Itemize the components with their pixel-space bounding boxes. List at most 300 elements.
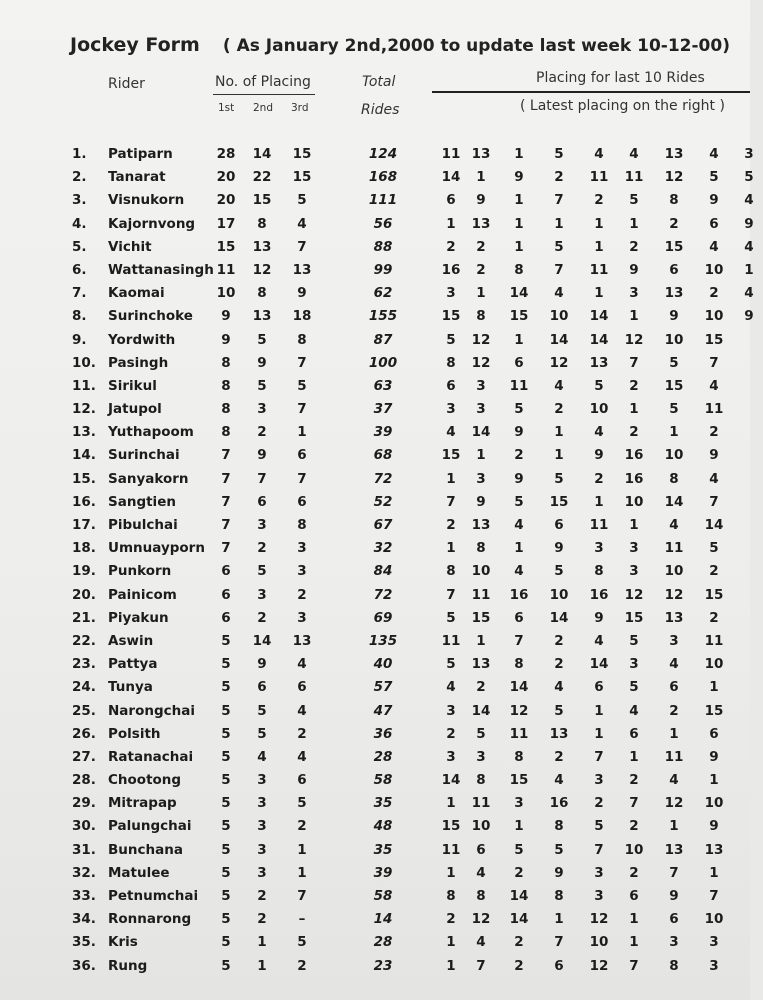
recent-placing: 5 (554, 146, 564, 162)
row-number: 33. (72, 888, 96, 904)
recent-placing: 2 (594, 470, 604, 487)
recent-placing: 5 (446, 331, 456, 348)
third-place-count: 2 (297, 586, 307, 603)
recent-placing: 10 (624, 841, 644, 858)
rider-name: Pibulchai (108, 517, 178, 533)
second-place-count: 3 (257, 772, 267, 789)
second-place-count: 3 (257, 841, 267, 858)
table-row (0, 537, 750, 560)
recent-placing: 10 (471, 563, 491, 580)
rider-name: Tunya (108, 679, 153, 696)
recent-placing: 10 (704, 308, 724, 325)
recent-placing: 1 (629, 934, 639, 951)
third-place-count: 3 (297, 609, 307, 626)
recent-placing: 1 (476, 632, 486, 649)
recent-placing: 13 (549, 725, 569, 742)
row-number: 28. (72, 772, 96, 789)
table-row (0, 444, 750, 467)
first-place-count: 5 (221, 679, 231, 696)
recent-placing: 1 (476, 447, 486, 464)
table-row (0, 468, 750, 491)
recent-placing: 6 (669, 261, 679, 278)
recent-placing: 12 (664, 169, 684, 186)
recent-placing: 8 (554, 818, 564, 835)
recent-placing: 11 (664, 748, 684, 765)
recent-placing: 6 (709, 215, 719, 232)
table-row (0, 630, 750, 653)
third-place-count: 5 (297, 795, 307, 812)
first-place-count: 5 (221, 656, 231, 673)
recent-placing: 3 (709, 934, 719, 951)
placing-header-rule (213, 94, 315, 95)
recent-placing: 11 (509, 377, 529, 394)
recent-placing: 12 (589, 911, 609, 928)
recent-placing: 9 (709, 192, 719, 209)
row-number: 8. (72, 308, 87, 325)
recent-placing: 11 (441, 841, 461, 858)
row-number: 29. (72, 795, 96, 812)
row-number: 5. (72, 238, 87, 255)
second-place-count: 13 (252, 308, 272, 325)
row-number: 18. (72, 540, 96, 557)
first-place-count: 7 (221, 447, 231, 464)
recent-placing: 3 (446, 285, 456, 302)
second-place-count: 14 (252, 632, 272, 649)
recent-placing: 5 (554, 702, 564, 719)
recent-placing: 7 (594, 748, 604, 765)
third-place-count: 6 (297, 772, 307, 789)
recent-placing: 12 (664, 795, 684, 812)
recent-placing: 8 (446, 354, 456, 371)
total-rides: 99 (373, 261, 393, 278)
recent-placing: 14 (589, 331, 609, 348)
recent-placing: 11 (704, 632, 724, 649)
recent-placing: 11 (471, 586, 491, 603)
recent-placing: 2 (629, 818, 639, 835)
recent-placing: 11 (589, 261, 609, 278)
recent-placing: 12 (509, 702, 529, 719)
third-place-count: 5 (297, 934, 307, 951)
recent-placing: 10 (704, 656, 724, 673)
page-subtitle: ( As January 2nd,2000 to update last week 10-12-00) (222, 36, 730, 56)
recent-placing: 14 (589, 308, 609, 325)
first-place-count: 5 (221, 795, 231, 812)
first-place-count: 5 (221, 818, 231, 835)
recent-placing: 3 (594, 864, 604, 881)
total-rides: 39 (373, 864, 393, 881)
recent-placing: 4 (514, 563, 524, 580)
recent-placing: 3 (629, 540, 639, 557)
recent-placing: 4 (709, 377, 719, 394)
recent-placing: 2 (709, 609, 719, 626)
recent-placing: 1 (446, 470, 456, 487)
rider-name: Piyakun (108, 609, 169, 626)
recent-placing: 1 (446, 957, 456, 974)
second-place-count: 3 (257, 401, 267, 418)
total-rides: 100 (368, 354, 398, 371)
recent-placing: 1 (594, 285, 604, 302)
recent-placing: 4 (669, 772, 679, 789)
total-rides: 32 (373, 540, 393, 557)
recent-placing: 10 (704, 795, 724, 812)
third-place-count: 7 (297, 238, 307, 255)
recent-placing: 1 (476, 285, 486, 302)
page-title: Jockey Form (70, 34, 200, 56)
rider-name: Painicom (108, 586, 177, 603)
recent-placing: 12 (589, 957, 609, 974)
third-place-count: 18 (292, 308, 312, 325)
row-number: 13. (72, 424, 96, 441)
recent-placing: 7 (709, 888, 719, 904)
recent-placing: 8 (669, 192, 679, 209)
recent-placing: 13 (664, 841, 684, 858)
recent-placing: 6 (629, 888, 639, 904)
first-place-count: 8 (221, 354, 231, 371)
recent-placing: 8 (514, 261, 524, 278)
total-rides: 68 (373, 447, 393, 464)
recent-placing: 7 (629, 957, 639, 974)
rider-name: Sanyakorn (108, 470, 189, 487)
row-number: 19. (72, 563, 96, 580)
total-rides: 69 (373, 609, 393, 626)
total-rides: 124 (368, 146, 398, 162)
table-row (0, 375, 750, 398)
recent-placing: 4 (744, 238, 754, 255)
recent-placing: 15 (704, 586, 724, 603)
row-number: 11. (72, 377, 96, 394)
recent-placing: 4 (446, 679, 456, 696)
table-row (0, 305, 754, 328)
third-place-count: 15 (292, 146, 312, 162)
rider-name: Kajornvong (108, 215, 196, 232)
first-place-count: 7 (221, 493, 231, 510)
recent-placing: 14 (509, 888, 529, 904)
recent-placing: 6 (629, 725, 639, 742)
table-row (0, 189, 754, 212)
recent-placing: 4 (476, 934, 486, 951)
recent-placing: 4 (709, 470, 719, 487)
recent-placing: 2 (594, 192, 604, 209)
third-place-count: 6 (297, 679, 307, 696)
recent-placing: 8 (669, 957, 679, 974)
rider-name: Pattya (108, 656, 158, 673)
recent-placing: 16 (624, 447, 644, 464)
recent-placing: 2 (669, 215, 679, 232)
rider-name: Visnukorn (108, 192, 185, 209)
recent-placing: 5 (514, 401, 524, 418)
third-place-count: – (298, 911, 306, 928)
recent-placing: 2 (709, 563, 719, 580)
table-row (0, 931, 750, 954)
recent-placing: 3 (476, 377, 486, 394)
total-rides: 62 (373, 285, 393, 302)
recent-placing: 7 (446, 586, 456, 603)
recent-placing: 4 (594, 146, 604, 162)
recent-placing: 4 (476, 864, 486, 881)
recent-placing: 2 (446, 911, 456, 928)
recent-placing: 3 (594, 888, 604, 904)
second-place-count: 1 (257, 934, 267, 951)
recent-placing: 7 (554, 934, 564, 951)
recent-placing: 1 (629, 748, 639, 765)
row-number: 14. (72, 447, 96, 464)
recent-placing: 4 (669, 517, 679, 533)
recent-placing: 2 (629, 864, 639, 881)
recent-placing: 1 (554, 215, 564, 232)
recent-placing: 6 (446, 192, 456, 209)
recent-placing: 8 (476, 540, 486, 557)
recent-placing: 15 (509, 308, 529, 325)
recent-placing: 2 (554, 656, 564, 673)
first-place-count: 15 (216, 238, 236, 255)
recent-placing: 15 (441, 308, 461, 325)
recent-placing: 6 (669, 911, 679, 928)
recent-placing: 7 (554, 261, 564, 278)
recent-placing: 13 (664, 285, 684, 302)
third-place-count: 6 (297, 493, 307, 510)
recent-placing: 9 (514, 424, 524, 441)
table-row (0, 352, 750, 375)
rider-name: Yordwith (108, 331, 176, 348)
row-number: 4. (72, 215, 87, 232)
recent-placing: 1 (594, 725, 604, 742)
third-place-count: 3 (297, 563, 307, 580)
recent-placing: 15 (624, 609, 644, 626)
recent-placing: 2 (514, 447, 524, 464)
recent-placing: 1 (669, 725, 679, 742)
recent-placing: 13 (704, 841, 724, 858)
recent-placing: 5 (709, 169, 719, 186)
recent-placing: 11 (624, 169, 644, 186)
recent-placing: 5 (514, 841, 524, 858)
recent-placing: 12 (549, 354, 569, 371)
recent-placing: 15 (704, 702, 724, 719)
first-place-count: 5 (221, 632, 231, 649)
row-number: 24. (72, 679, 96, 696)
third-place-count: 1 (297, 864, 307, 881)
recent-placing: 1 (594, 238, 604, 255)
row-number: 9. (72, 331, 87, 348)
recent-placing: 6 (594, 679, 604, 696)
rider-name: Sirikul (108, 377, 157, 394)
recent-placing: 9 (669, 308, 679, 325)
recent-placing: 5 (554, 563, 564, 580)
recent-placing: 9 (476, 493, 486, 510)
rider-name: Punkorn (108, 563, 172, 580)
recent-placing: 7 (594, 841, 604, 858)
recent-placing: 1 (554, 424, 564, 441)
rider-name: Ronnarong (108, 911, 192, 928)
row-number: 2. (72, 169, 87, 186)
second-place-count: 15 (252, 192, 272, 209)
first-place-count: 5 (221, 911, 231, 928)
recent-placing: 1 (709, 679, 719, 696)
recent-placing: 1 (514, 146, 524, 162)
recent-placing: 12 (664, 586, 684, 603)
recent-placing: 15 (704, 331, 724, 348)
recent-placing: 6 (709, 725, 719, 742)
recent-placing: 15 (509, 772, 529, 789)
recent-placing: 2 (629, 238, 639, 255)
recent-placing: 10 (664, 563, 684, 580)
rider-name: Matulee (108, 864, 170, 881)
total-rides: 87 (373, 331, 393, 348)
recent-placing: 3 (629, 563, 639, 580)
recent-placing: 4 (709, 238, 719, 255)
recent-placing: 5 (594, 377, 604, 394)
recent-placing: 2 (554, 169, 564, 186)
recent-placing: 5 (669, 354, 679, 371)
table-row (0, 908, 750, 931)
second-place-count: 13 (252, 238, 272, 255)
recent-placing: 1 (514, 331, 524, 348)
recent-placing: 6 (514, 354, 524, 371)
recent-placing: 1 (669, 818, 679, 835)
recent-placing: 13 (589, 354, 609, 371)
recent-placing: 11 (704, 401, 724, 418)
total-rides: 47 (373, 702, 393, 719)
recent-placing: 10 (664, 331, 684, 348)
table-row (0, 885, 750, 908)
recent-placing: 2 (514, 864, 524, 881)
row-number: 20. (72, 586, 96, 603)
recent-placing: 1 (629, 215, 639, 232)
third-place-count: 8 (297, 331, 307, 348)
table-row (0, 700, 750, 723)
recent-placing: 5 (514, 493, 524, 510)
recent-placing: 7 (446, 493, 456, 510)
recent-placing: 11 (441, 146, 461, 162)
table-row (0, 514, 750, 537)
recent-placing: 2 (594, 795, 604, 812)
recent-placing: 3 (476, 748, 486, 765)
first-place-count: 6 (221, 586, 231, 603)
rider-name: Mitrapap (108, 795, 177, 812)
recent-placing: 5 (594, 818, 604, 835)
recent-placing: 8 (514, 748, 524, 765)
second-header: 2nd (253, 102, 274, 114)
recent-placing: 1 (446, 864, 456, 881)
row-number: 26. (72, 725, 96, 742)
third-place-count: 7 (297, 354, 307, 371)
first-place-count: 8 (221, 424, 231, 441)
recent-placing: 2 (629, 424, 639, 441)
rider-name: Chootong (108, 772, 182, 789)
recent-placing: 15 (549, 493, 569, 510)
recent-placing: 10 (549, 308, 569, 325)
rider-name: Polsith (108, 725, 161, 742)
recent-placing: 1 (514, 818, 524, 835)
recent-placing: 9 (744, 215, 754, 232)
total-rides: 14 (373, 911, 393, 928)
table-row (0, 259, 754, 282)
table-row (0, 143, 754, 166)
third-header: 3rd (291, 102, 309, 114)
recent-placing: 2 (709, 424, 719, 441)
rider-name: Rung (108, 957, 148, 974)
recent-placing: 4 (514, 517, 524, 533)
first-place-count: 11 (216, 261, 236, 278)
first-place-count: 7 (221, 470, 231, 487)
total-rides: 58 (373, 772, 393, 789)
table-row (0, 607, 750, 630)
recent-placing: 8 (446, 563, 456, 580)
recent-placing: 1 (554, 447, 564, 464)
total-rides: 52 (373, 493, 393, 510)
recent-placing: 3 (669, 934, 679, 951)
recent-placing: 3 (669, 632, 679, 649)
recent-placing: 15 (471, 609, 491, 626)
recent-placing: 14 (441, 169, 461, 186)
first-place-count: 17 (216, 215, 236, 232)
table-row (0, 955, 750, 978)
recent-placing: 1 (446, 934, 456, 951)
third-place-count: 7 (297, 401, 307, 418)
recent-placing: 14 (589, 656, 609, 673)
recent-placing: 4 (709, 146, 719, 162)
total-rides: 48 (373, 818, 393, 835)
recent-placing: 2 (514, 934, 524, 951)
recent-placing: 1 (709, 864, 719, 881)
row-number: 15. (72, 470, 96, 487)
recent-placing: 5 (629, 192, 639, 209)
rider-name: Kris (108, 934, 138, 951)
third-place-count: 5 (297, 192, 307, 209)
recent-placing: 5 (446, 609, 456, 626)
recent-placing: 1 (629, 517, 639, 533)
recent-placing: 13 (471, 215, 491, 232)
recent-placing: 10 (704, 261, 724, 278)
total-rides: 56 (373, 215, 393, 232)
recent-placing: 7 (476, 957, 486, 974)
total-rides: 58 (373, 888, 393, 904)
second-place-count: 2 (257, 540, 267, 557)
rider-name: Patiparn (108, 146, 173, 162)
recent-placing: 5 (554, 470, 564, 487)
rider-name: Vichit (108, 238, 152, 255)
recent-placing: 10 (589, 934, 609, 951)
recent-placing: 16 (509, 586, 529, 603)
table-row (0, 491, 750, 514)
recent-placing: 1 (476, 169, 486, 186)
recent-placing: 1 (594, 493, 604, 510)
recent-placing: 7 (709, 354, 719, 371)
row-number: 1. (72, 146, 87, 162)
total-rides: 40 (373, 656, 393, 673)
no-of-placing-header: No. of Placing (215, 74, 311, 90)
row-number: 12. (72, 401, 96, 418)
total-rides: 37 (373, 401, 393, 418)
third-place-count: 1 (297, 424, 307, 441)
table-row (0, 166, 754, 189)
third-place-count: 5 (297, 377, 307, 394)
recent-placing: 12 (471, 354, 491, 371)
first-place-count: 5 (221, 725, 231, 742)
table-row (0, 862, 750, 885)
rider-name: Umnuayporn (108, 540, 205, 557)
recent-placing: 8 (514, 656, 524, 673)
recent-placing: 13 (471, 656, 491, 673)
second-place-count: 5 (257, 725, 267, 742)
recent-placing: 10 (471, 818, 491, 835)
third-place-count: 4 (297, 702, 307, 719)
recent-placing: 1 (629, 308, 639, 325)
rider-name: Petnumchai (108, 888, 199, 904)
rider-name: Narongchai (108, 702, 195, 719)
recent-placing: 2 (476, 261, 486, 278)
total-rides: 57 (373, 679, 393, 696)
jockey-table (0, 143, 754, 978)
